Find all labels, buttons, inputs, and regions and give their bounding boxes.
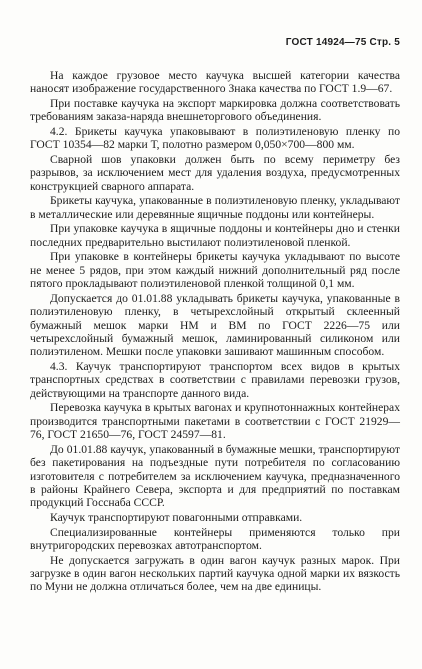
paragraph-no-palletizing: До 01.01.88 каучук, упакованный в бумажные мешки, транспортируют без пакетирования на подъездные пути потребителя по согласованию изготовителя с потребителем за исключением каучука, предназначенного в районы Крайнего Севера, экспорта и для предприятий по поставкам продукций Госснаба СССР.	[30, 442, 400, 510]
paragraph-lining: При упаковке каучука в ящичные поддоны и контейнеры дно и стенки последних предварительно выстилают полиэтиленовой пленкой.	[30, 222, 400, 249]
paragraph-pallets: Брикеты каучука, упакованные в полиэтиленовую пленку, укладывают в металлические или деревянные ящичные поддоны или контейнеры.	[30, 194, 400, 221]
paragraph-container-rows: При упаковке в контейнеры брикеты каучука укладывают по высоте не менее 5 рядов, при этом каждый нижний дополнительный ряд после пятого прокладывают полиэтиленовой пленкой толщиной 0,1 мм.	[30, 250, 400, 291]
paragraph-quality-mark: На каждое грузовое место каучука высшей категории качества наносят изображение государственного Знака качества по ГОСТ 1.9—67.	[30, 69, 400, 96]
document-body	[30, 69, 400, 595]
paragraph-4-3-transport: 4.3. Каучук транспортируют транспортом всех видов в крытых транспортных средствах в соответствии с правилами перевозки грузов, действующими на транспорте данного вида.	[30, 360, 400, 400]
paragraph-weld-seam: Сварной шов упаковки должен быть по всему периметру без разрывов, за исключением мест для удаления воздуха, предусмотренных конструкцией сварного аппарата.	[30, 153, 400, 193]
paragraph-transport-packages: Перевозка каучука в крытых вагонах и крупнотоннажных контейнерах производится транспортными пакетами в соответствии с ГОСТ 21929—76, ГОСТ 21650—76, ГОСТ 24597—81.	[30, 401, 400, 442]
page-header: ГОСТ 14924—75 Стр. 5	[285, 37, 400, 48]
paragraph-paper-bags: Допускается до 01.01.88 укладывать брикеты каучука, упакованные в полиэтиленовую пленку, в четырехслойный открытый склеенный бумажный мешок марки НМ и ВМ по ГОСТ 2226—75 или четырехслойный бумажный мешок, ламинированный силиконом или полиэтиленом. Мешки после упаковки зашивают машинным способом.	[30, 291, 400, 359]
paragraph-4-2-packing: 4.2. Брикеты каучука упаковывают в полиэтиленовую пленку по ГОСТ 10354—82 марки Т, полотно размером 0,050×700—800 мм.	[30, 125, 400, 152]
paragraph-wagon-shipments: Каучук транспортируют повагонными отправками.	[50, 511, 303, 525]
paragraph-wagon-loading: Не допускается загружать в один вагон каучук разных марок. При загрузке в один вагон нескольких партий каучука одной марки их вязкость по Муни не должна отличаться более, чем на две единицы.	[30, 553, 400, 594]
paragraph-export-marking: При поставке каучука на экспорт маркировка должна соответствовать требованиям заказа-наряда внешнеторгового объединения.	[30, 97, 400, 124]
paragraph-special-containers: Специализированные контейнеры применяются только при внутригородских перевозках автотранспортом.	[30, 525, 400, 553]
